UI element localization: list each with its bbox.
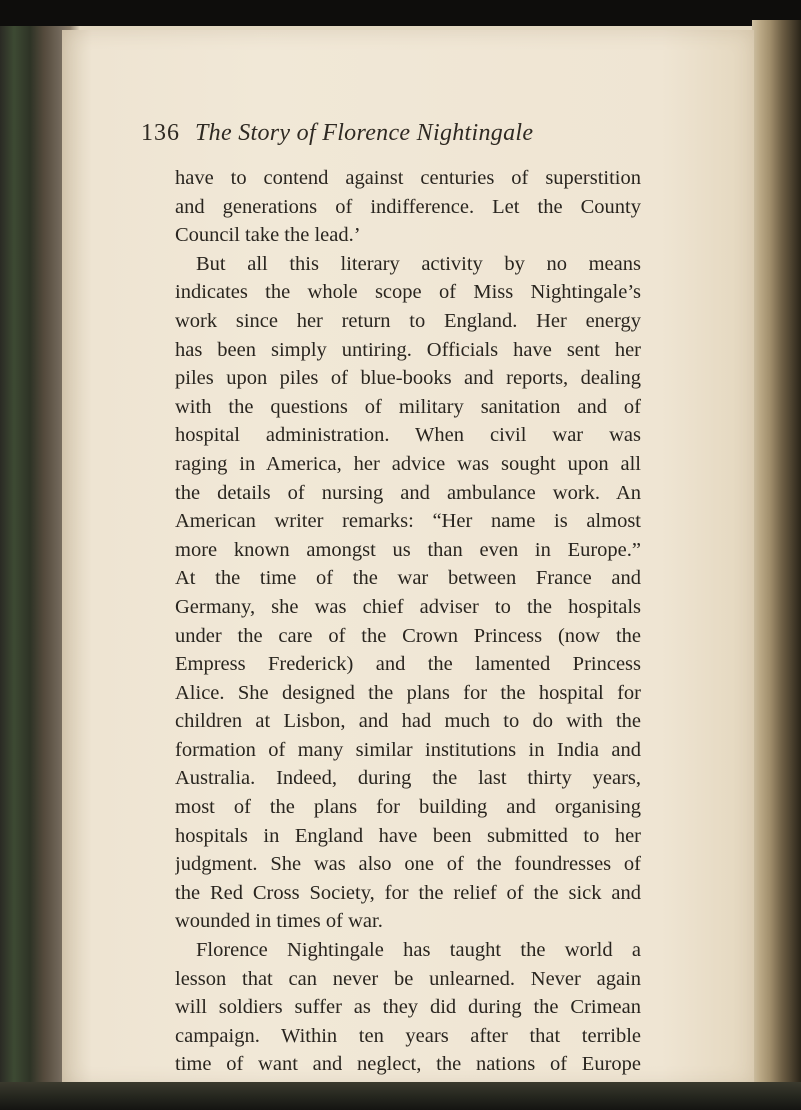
text-line: will soldiers suffer as they did during the Crimean	[175, 996, 641, 1019]
text-line: At the time of the war between France and	[175, 567, 641, 590]
text-line: indicates the whole scope of Miss Nightingale’s	[175, 281, 641, 304]
text-line: Council take the lead.’	[175, 224, 361, 247]
text-line: raging in America, her advice was sought upon all	[175, 452, 641, 475]
text-line: Australia. Indeed, during the last thirty years,	[175, 767, 641, 790]
text-line: more known amongst us than even in Europe.”	[175, 538, 641, 561]
text-line: have to contend against centuries of superstition	[175, 167, 641, 189]
text-line: time of want and neglect, the nations of Europe	[175, 1053, 641, 1076]
text-line: the details of nursing and ambulance work. An	[175, 481, 641, 504]
text-line: campaign. Within ten years after that terrible	[175, 1024, 641, 1047]
text-line: American writer remarks: “Her name is almost	[175, 510, 641, 533]
text-line: and generations of indifference. Let the County	[175, 195, 641, 218]
text-line: Alice. She designed the plans for the hospital for	[175, 681, 641, 704]
text-line: Germany, she was chief adviser to the hospitals	[175, 595, 641, 618]
text-line: wounded in times of war.	[175, 910, 383, 933]
text-line: work since her return to England. Her energy	[175, 309, 641, 332]
page-edge-right	[752, 20, 801, 1090]
text-line: piles upon piles of blue-books and reports, dealing	[175, 367, 641, 390]
text-line: But all this literary activity by no means	[196, 252, 641, 275]
binding-bottom-edge	[0, 1082, 801, 1110]
body-text	[175, 164, 641, 1079]
page-number: 136	[141, 120, 180, 146]
text-line: has been simply untiring. Officials have sent her	[175, 338, 641, 361]
text-line: judgment. She was also one of the foundresses of	[175, 853, 641, 876]
binding-top-edge	[0, 0, 801, 26]
book-title: The Story of Florence Nightingale	[195, 120, 534, 146]
text-line: Florence Nightingale has taught the world a	[196, 939, 641, 962]
text-line: under the care of the Crown Princess (now the	[175, 624, 641, 647]
text-line: formation of many similar institutions in India and	[175, 738, 641, 761]
text-line: Empress Frederick) and the lamented Princess	[175, 653, 641, 676]
text-line: lesson that can never be unlearned. Never again	[175, 967, 641, 990]
text-line: hospitals in England have been submitted to her	[175, 824, 641, 847]
text-line: children at Lisbon, and had much to do with the	[175, 710, 641, 733]
running-head	[141, 116, 611, 150]
text-line: hospital administration. When civil war was	[175, 424, 641, 447]
text-line: the Red Cross Society, for the relief of the sick and	[175, 881, 641, 904]
text-line: most of the plans for building and organising	[175, 796, 641, 819]
text-line: with the questions of military sanitation and of	[175, 395, 641, 418]
